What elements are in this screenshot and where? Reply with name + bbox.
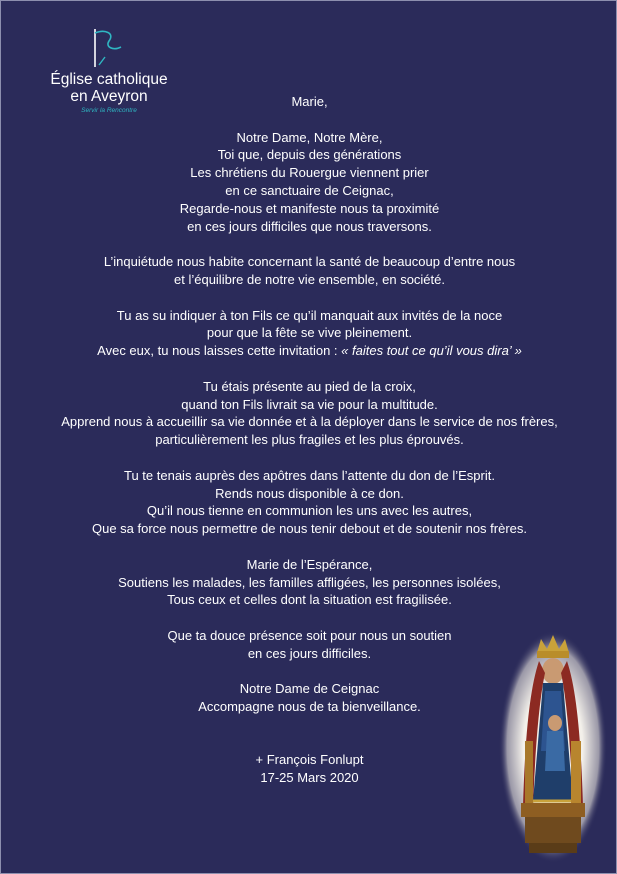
prayer-line: Rends nous disponible à ce don. — [215, 485, 404, 501]
logo-title-line1: Église catholique — [50, 71, 168, 88]
prayer-line: en ces jours difficiles que nous traversons. — [187, 218, 432, 234]
prayer-line: et l’équilibre de notre vie ensemble, en société. — [174, 271, 445, 287]
prayer-line: Tu étais présente au pied de la croix, — [203, 378, 416, 394]
prayer-blank-line — [1, 360, 617, 378]
prayer-line: Qu’il nous tienne en communion les uns avec les autres, — [146, 503, 473, 519]
prayer-line: Tu as su indiquer à ton Fils ce qu’il manquait aux invités de la noce — [116, 307, 503, 323]
prayer-line: Apprend nous à accueillir sa vie donnée et à la déployer dans le service de nos frères, — [61, 414, 558, 430]
prayer-line: Marie, — [291, 94, 328, 109]
prayer-line: Les chrétiens du Rouergue viennent prier — [190, 165, 429, 181]
prayer-line: Notre Dame de Ceignac — [239, 681, 380, 697]
prayer-line: Soutiens les malades, les familles affligées, les personnes isolées, — [118, 574, 501, 590]
prayer-blank-line — [1, 111, 617, 129]
prayer-blank-line — [1, 538, 617, 556]
signature-date: 17-25 Mars 2020 — [260, 770, 359, 786]
prayer-line: Accompagne nous de ta bienveillance. — [198, 699, 421, 715]
invitation-prefix: Avec eux, tu nous laisses cette invitation : — [97, 343, 342, 359]
invitation-line — [1, 342, 617, 360]
prayer-line: Que ta douce présence soit pour nous un soutien — [167, 627, 452, 643]
prayer-line: Marie de l’Espérance, — [246, 556, 373, 572]
prayer-line: pour que la fête se vive pleinement. — [206, 325, 413, 341]
prayer-line: Tous ceux et celles dont la situation est fragilisée. — [167, 592, 452, 608]
invitation-quote: « faites tout ce qu’il vous dira’ » — [341, 343, 522, 359]
prayer-line: en ces jours difficiles. — [247, 645, 372, 661]
prayer-line: en ce sanctuaire de Ceignac, — [225, 182, 394, 198]
cross-logo-icon — [65, 27, 153, 71]
prayer-line: Que sa force nous permettre de nous tenir debout et de soutenir nos frères. — [91, 521, 528, 537]
prayer-blank-line — [1, 235, 617, 253]
prayer-blank-line — [1, 289, 617, 307]
prayer-line: L’inquiétude nous habite concernant la santé de beaucoup d’entre nous — [103, 254, 516, 270]
prayer-line: particulièrement les plus fragiles et les plus éprouvés. — [155, 432, 464, 448]
prayer-blank-line — [1, 449, 617, 467]
prayer-line: Regarde-nous et manifeste nous ta proximité — [179, 200, 440, 216]
prayer-line: Toi que, depuis des générations — [217, 147, 402, 163]
prayer-line: quand ton Fils livrait sa vie pour la multitude. — [181, 396, 438, 412]
logo-title-line2: en Aveyron — [70, 88, 148, 105]
prayer-blank-line — [1, 609, 617, 627]
prayer-line: Tu te tenais auprès des apôtres dans l’attente du don de l’Esprit. — [124, 467, 495, 483]
virgin-statue-image — [499, 631, 607, 863]
logo-tagline: Servir la Rencontre — [81, 107, 137, 114]
prayer-line: Notre Dame, Notre Mère, — [236, 129, 383, 145]
signature-name: + François Fonlupt — [255, 752, 364, 768]
